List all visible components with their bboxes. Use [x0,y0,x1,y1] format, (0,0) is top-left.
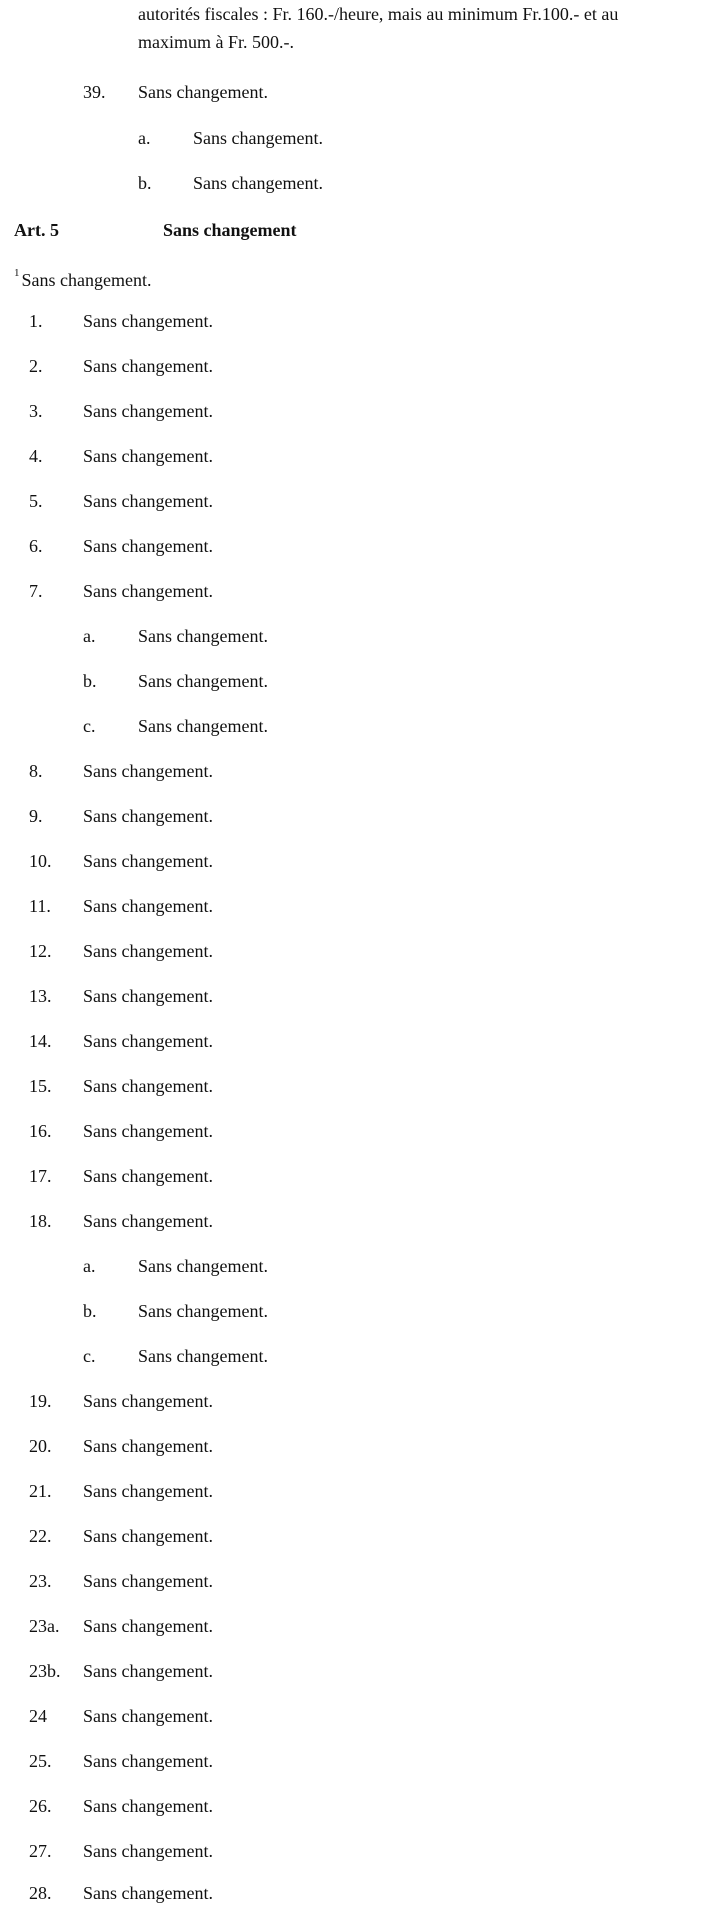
item-text: Sans changement. [83,1121,213,1141]
item-text: Sans changement. [83,761,213,781]
item-text: Sans changement. [138,1301,268,1321]
item-text: Sans changement. [138,1256,268,1276]
list-item [0,170,713,196]
item-number: 2. [29,356,43,376]
item-number: 17. [29,1166,52,1186]
item-letter: b. [83,671,97,691]
item-text: Sans changement. [83,536,213,556]
list-item [0,1298,713,1324]
list-item [0,1568,713,1594]
item-text: Sans changement. [83,1076,213,1096]
list-item [0,1793,713,1819]
list-item [0,1163,713,1189]
list-item [0,1253,713,1279]
item-text: Sans changement. [83,941,213,961]
item-text: Sans changement. [83,491,213,511]
item-text: Sans changement. [83,401,213,421]
list-item [0,848,713,874]
item-number: 23. [29,1571,52,1591]
item-number: 1. [29,311,43,331]
item-number: 21. [29,1481,52,1501]
list-item [0,758,713,784]
item-letter: b. [138,173,152,193]
item-number: 10. [29,851,52,871]
item-number: 5. [29,491,43,511]
item-number: 19. [29,1391,52,1411]
list-item [0,1343,713,1369]
item-letter: c. [83,716,96,736]
item-number: 20. [29,1436,52,1456]
item-text: Sans changement. [83,1481,213,1501]
item-text: Sans changement. [83,446,213,466]
item-text: Sans changement. [83,1391,213,1411]
list-item [0,1748,713,1774]
list-item [0,1208,713,1234]
list-item [0,1028,713,1054]
list-item [0,1658,713,1684]
article-label: Art. 5 [14,220,59,240]
item-text: Sans changement. [138,82,268,102]
item-text: Sans changement. [83,356,213,376]
item-text: Sans changement. [83,581,213,601]
item-text: Sans changement. [83,986,213,1006]
item-letter: b. [83,1301,97,1321]
item-text: Sans changement. [83,1031,213,1051]
list-item [0,1478,713,1504]
item-number: 39. [83,82,106,102]
item-text: Sans changement. [83,806,213,826]
item-number: 23b. [29,1661,61,1681]
list-item [0,533,713,559]
item-number: 11. [29,896,51,916]
item-number: 25. [29,1751,52,1771]
item-text: Sans changement. [83,1616,213,1636]
alinea-text: Sans changement. [21,270,152,290]
item-text: Sans changement. [83,896,213,916]
item-number: 15. [29,1076,52,1096]
list-item [0,1613,713,1639]
list-item [0,1838,713,1864]
item-letter: a. [83,626,96,646]
intro-paragraph [138,0,698,56]
list-item [0,578,713,604]
item-text: Sans changement. [83,1751,213,1771]
item-number: 16. [29,1121,52,1141]
item-number: 12. [29,941,52,961]
item-text: Sans changement. [193,173,323,193]
item-number: 23a. [29,1616,60,1636]
item-letter: c. [83,1346,96,1366]
alinea-number: 1 [14,267,20,279]
intro-line: autorités fiscales : Fr. 160.-/heure, mais au minimum Fr.100.- et au [138,4,619,24]
item-number: 26. [29,1796,52,1816]
list-item [0,938,713,964]
list-item [0,308,713,334]
item-text: Sans changement. [83,1706,213,1726]
item-text: Sans changement. [83,1526,213,1546]
list-item [0,713,713,739]
item-number: 7. [29,581,43,601]
item-letter: a. [138,128,151,148]
list-item [0,1118,713,1144]
item-text: Sans changement. [138,671,268,691]
list-item [0,893,713,919]
list-item [0,1388,713,1414]
item-text: Sans changement. [138,1346,268,1366]
list-item [0,1703,713,1729]
list-item [0,1433,713,1459]
list-item [0,623,713,649]
item-number: 27. [29,1841,52,1861]
item-text: Sans changement. [83,311,213,331]
list-item [0,1523,713,1549]
list-item [0,488,713,514]
list-item [0,983,713,1009]
list-item [0,353,713,379]
item-text: Sans changement. [138,716,268,736]
list-item [0,803,713,829]
item-text: Sans changement. [83,1796,213,1816]
item-letter: a. [83,1256,96,1276]
list-item [0,443,713,469]
item-number: 13. [29,986,52,1006]
item-number: 9. [29,806,43,826]
item-text: Sans changement. [83,1436,213,1456]
intro-line: maximum à Fr. 500.-. [138,32,294,52]
item-text: Sans changement. [83,851,213,871]
item-text: Sans changement. [83,1571,213,1591]
item-text: Sans changement. [83,1211,213,1231]
item-number: 28. [29,1883,52,1903]
item-text: Sans changement. [83,1661,213,1681]
article-title: Sans changement [163,220,297,240]
alinea [14,263,151,289]
list-item [0,1073,713,1099]
item-number: 14. [29,1031,52,1051]
list-item [0,398,713,424]
list-item [0,668,713,694]
item-text: Sans changement. [83,1883,213,1903]
item-number: 24 [29,1706,47,1726]
item-number: 18. [29,1211,52,1231]
list-item [0,79,713,105]
list-item [0,1880,713,1906]
item-text: Sans changement. [83,1166,213,1186]
item-number: 8. [29,761,43,781]
item-text: Sans changement. [138,626,268,646]
list-item [0,125,713,151]
item-number: 4. [29,446,43,466]
item-text: Sans changement. [193,128,323,148]
item-text: Sans changement. [83,1841,213,1861]
item-number: 22. [29,1526,52,1546]
item-number: 6. [29,536,43,556]
item-number: 3. [29,401,43,421]
